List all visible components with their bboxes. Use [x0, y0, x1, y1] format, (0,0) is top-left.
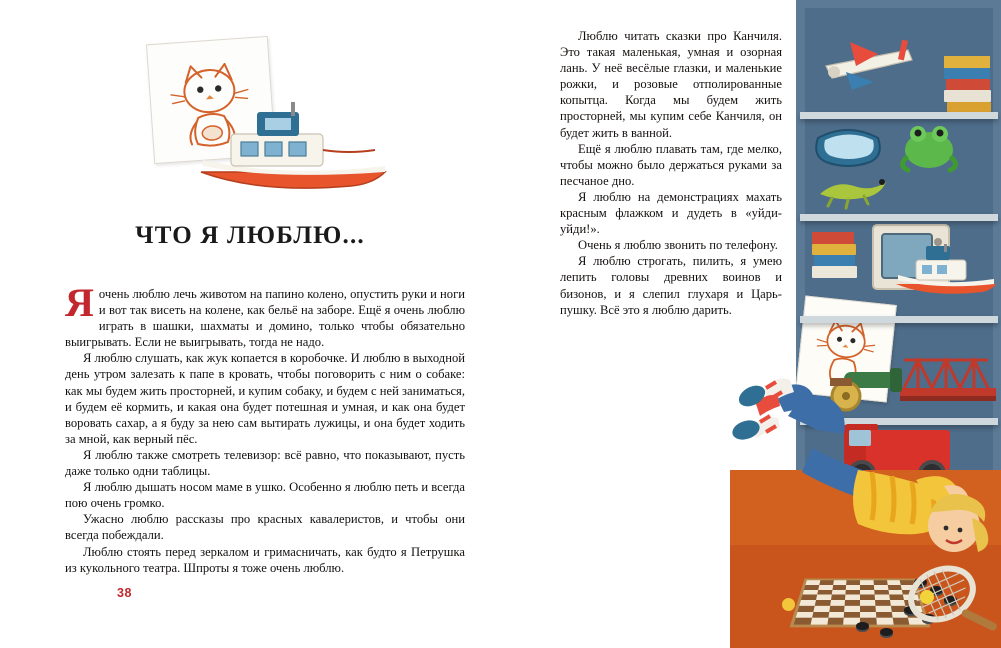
book [812, 232, 854, 244]
page-number: 38 [117, 586, 132, 600]
paragraph: Очень я люблю звонить по телефону. [578, 238, 778, 253]
checker-piece[interactable] [880, 628, 893, 636]
book [946, 79, 990, 90]
chapter-title: ЧТО Я ЛЮБЛЮ... [135, 222, 365, 249]
paragraph-text: очень люблю лечь животом на папино колено, опустить руки и ноги и вот так висеть на колене, как бельё на заборе. Ещё я очень люблю играть в шашки, шахматы и домино, только чтобы обязательно выигрывать. Если не выигрывать, тогда не надо. [65, 287, 465, 350]
checker-piece[interactable] [856, 622, 869, 630]
left-illustration [120, 40, 420, 210]
paragraph: Люблю читать сказки про Канчиля. Это такая маленькая, умная и озорная лань. У неё весёлые глазки, и маленькие рожки, и розовые отполированные копытца. Когда мы будем жить просторней, мы купим себе Канчиля, он будет жить в ванной. [560, 29, 782, 140]
toy-airplane [816, 20, 926, 112]
book [944, 90, 991, 102]
swim-mask [812, 118, 886, 172]
paragraph: Я люблю также смотреть телевизор: всё равно, что показывают, пусть даже только одни таблицы. [65, 447, 465, 479]
paragraph: Я люблю на демонстрациях махать красным флажком и дудеть в «уйди-уйди!». [560, 189, 782, 237]
boy-lying-on-floor [730, 330, 1000, 590]
tennis-ball[interactable] [920, 590, 934, 604]
drop-cap: Я [65, 280, 94, 325]
book [947, 102, 991, 112]
paragraph [65, 280, 465, 350]
paragraph: Я люблю слушать, как жук копается в коробочке. И люблю в выходной день утром залезать к папе в кровать, чтобы поговорить с ним о собаке: как мы будем жить просторней, и купим собаку, и будем с ней заниматься, и будем её кормить, и какая она будет потешная и умная, и как она будет воровать сахар, а я буду за нею сам вытирать лужицы, и она будет ходить за мной, как верный пёс. [65, 351, 465, 446]
right-page [500, 0, 1001, 648]
right-body-text [560, 28, 782, 318]
stacked-books [944, 56, 990, 68]
tennis-racket[interactable] [898, 560, 1001, 648]
toy-frog [894, 118, 964, 174]
tennis-ball[interactable] [782, 598, 795, 611]
shelf [800, 214, 998, 221]
paragraph: Ужасно люблю рассказы про красных кавалеристов, и чтобы они всегда побеждали. [65, 512, 465, 543]
toy-lizard [812, 166, 892, 210]
left-body-text [65, 280, 465, 576]
paragraph: Я люблю дышать носом маме в ушко. Особенно я люблю петь и всегда пою очень громко. [65, 480, 465, 511]
book [944, 68, 990, 79]
book [814, 255, 855, 266]
paragraph: Ещё я люблю плавать там, где мелко, чтобы можно было держаться руками за песчаное дно. [560, 141, 782, 188]
shelf [800, 316, 998, 323]
toy-boat [195, 98, 395, 208]
paragraph: Люблю стоять перед зеркалом и гримасничать, как будто я Петрушка из кукольного театра. Шпроты я тоже очень люблю. [65, 544, 465, 575]
book [812, 244, 856, 255]
paragraph: Я люблю строгать, пилить, я умею лепить головы древних воинов и бизонов, и я слепил глухаря и Царь-пушку. Всё это я люблю дарить. [560, 254, 782, 317]
toy-boat [892, 244, 996, 306]
left-page [0, 0, 500, 648]
book [812, 266, 857, 278]
